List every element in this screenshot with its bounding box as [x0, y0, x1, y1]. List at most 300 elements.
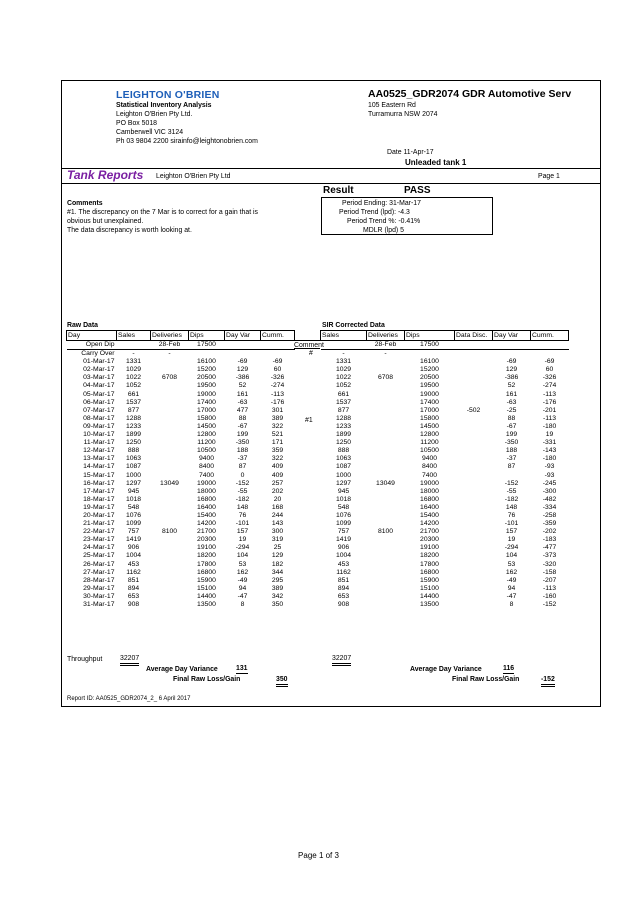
cell: 322 — [271, 455, 284, 463]
cell: 1331 — [335, 358, 352, 366]
cell — [151, 472, 189, 480]
cell: -502 — [466, 406, 481, 414]
cell: 1087 — [335, 463, 352, 471]
cell — [455, 496, 493, 504]
cell: 894 — [337, 584, 350, 592]
cell: -180 — [542, 455, 557, 463]
cell: -143 — [542, 447, 557, 455]
table-row — [321, 439, 569, 447]
table-row — [67, 528, 295, 536]
cell: 20 — [273, 495, 282, 503]
cell: 87 — [507, 463, 516, 471]
cell: 1288 — [335, 414, 352, 422]
page-number: Page 1 — [538, 173, 560, 180]
cell: -113 — [542, 414, 557, 422]
cell: -101 — [504, 520, 519, 528]
cell: 182 — [271, 560, 284, 568]
cell: 76 — [238, 511, 247, 519]
cell — [151, 415, 189, 423]
cell — [455, 561, 493, 569]
open-dip-row — [321, 341, 569, 350]
sir-throughput: 32207 — [332, 654, 351, 666]
cell: 1419 — [335, 536, 352, 544]
cell — [455, 472, 493, 480]
brand-logo-text: LEIGHTON O'BRIEN — [116, 89, 220, 101]
cell: 11200 — [420, 439, 439, 447]
table-row — [67, 415, 295, 423]
cell: 453 — [337, 560, 350, 568]
cell: 60 — [545, 366, 554, 374]
cell: 15800 — [420, 414, 439, 422]
cell: 7400 — [198, 471, 215, 479]
cell: -69 — [506, 358, 517, 366]
raw-avg-label: Average Day Variance — [146, 666, 218, 673]
cell: 1162 — [336, 568, 351, 576]
comment-line: obvious but unexplained. — [67, 218, 144, 225]
cell: 20300 — [197, 536, 216, 544]
cell — [455, 463, 493, 471]
cell: 129 — [505, 366, 518, 374]
day-cell: 19-Mar-17 — [83, 503, 115, 511]
cell: -67 — [237, 422, 248, 430]
cell: -274 — [542, 382, 557, 390]
cell — [455, 593, 493, 601]
cell — [151, 536, 189, 544]
cell: 12800 — [420, 431, 439, 439]
day-cell: Carry Over — [81, 350, 115, 358]
cell — [455, 455, 493, 463]
cell — [151, 455, 189, 463]
cell — [367, 544, 405, 552]
cell: 8 — [240, 601, 245, 608]
cell: 28-Feb — [374, 341, 397, 348]
cell — [493, 350, 531, 359]
cell: 19100 — [420, 544, 439, 552]
cell: 14400 — [197, 592, 216, 600]
cell: 19000 — [197, 479, 216, 487]
cell: 52 — [238, 382, 247, 390]
cell — [455, 439, 493, 447]
cell: 548 — [127, 503, 140, 511]
cell: 1162 — [126, 568, 141, 576]
cell: -69 — [272, 358, 283, 366]
cell: 945 — [127, 487, 140, 495]
cell: 17500 — [420, 341, 439, 348]
day-cell: 30-Mar-17 — [83, 592, 115, 600]
table-row — [67, 512, 295, 520]
cell: 906 — [337, 544, 350, 552]
comment-line: The data discrepancy is worth looking at. — [67, 227, 192, 234]
cell — [189, 350, 225, 359]
cell: -55 — [506, 487, 517, 495]
cell: 342 — [271, 592, 284, 600]
cell — [367, 439, 405, 447]
cell: 1018 — [335, 495, 352, 503]
cell: -207 — [542, 576, 557, 584]
table-row — [321, 447, 569, 455]
col-header: Cumm. — [261, 331, 295, 341]
table-row — [321, 520, 569, 528]
cell: -274 — [270, 382, 285, 390]
cell: 1029 — [335, 366, 352, 374]
cell — [455, 358, 493, 366]
cell: 18000 — [420, 487, 439, 495]
cell: 18000 — [197, 487, 216, 495]
cell: -113 — [542, 584, 557, 592]
cell: 17000 — [197, 406, 216, 414]
cell: 344 — [271, 568, 284, 576]
site-address — [368, 101, 437, 119]
cell — [455, 544, 493, 552]
cell — [151, 585, 189, 593]
table-row — [321, 512, 569, 520]
raw-data-table — [66, 330, 295, 609]
cell: 0 — [240, 471, 245, 479]
cell: -386 — [235, 374, 250, 382]
comments-heading: Comments — [67, 200, 103, 207]
cell: 9400 — [198, 455, 215, 463]
cell: 53 — [507, 560, 516, 568]
cell: 359 — [271, 447, 284, 455]
cell: -180 — [542, 422, 557, 430]
cell: -37 — [506, 455, 517, 463]
report-id: Report ID: AA0525_GDR2074_2_ 6 April 2017 — [67, 696, 191, 702]
table-row — [67, 544, 295, 552]
cell: -49 — [506, 576, 517, 584]
cell: 757 — [337, 528, 350, 536]
day-cell: 03-Mar-17 — [83, 374, 115, 382]
cell: -182 — [235, 495, 250, 503]
cell — [455, 350, 493, 359]
cell: 15100 — [420, 584, 439, 592]
cell — [455, 480, 493, 488]
day-cell: 25-Mar-17 — [83, 552, 115, 560]
raw-avg-value: 131 — [236, 665, 248, 672]
cell: 322 — [271, 422, 284, 430]
table-row — [67, 593, 295, 601]
cell — [455, 382, 493, 390]
cell: 1004 — [125, 552, 142, 560]
table-row — [321, 415, 569, 423]
cell — [455, 577, 493, 585]
cell: -294 — [235, 544, 250, 552]
cell — [367, 496, 405, 504]
cell: 14500 — [420, 422, 439, 430]
sir-final-value: -152 — [541, 675, 555, 687]
cell — [367, 472, 405, 480]
cell: -258 — [542, 511, 557, 519]
cell — [367, 593, 405, 601]
cell — [455, 415, 493, 423]
table-row — [321, 552, 569, 560]
cell: 1076 — [335, 511, 352, 519]
cell: 15200 — [197, 366, 216, 374]
day-cell: 28-Mar-17 — [83, 576, 115, 584]
sir-avg-label: Average Day Variance — [410, 666, 482, 673]
cell: 521 — [271, 431, 284, 439]
cell: 53 — [238, 560, 247, 568]
cell: 10500 — [420, 447, 439, 455]
cell — [455, 366, 493, 374]
cell: 19 — [238, 536, 247, 544]
cell: 1288 — [125, 414, 142, 422]
cell: -176 — [542, 398, 557, 406]
cell — [151, 382, 189, 390]
table-row — [321, 399, 569, 407]
cell — [367, 399, 405, 407]
cell: -47 — [237, 592, 248, 600]
cell — [455, 488, 493, 496]
cell: 18200 — [420, 552, 439, 560]
cell — [151, 569, 189, 577]
sir-data-table — [320, 330, 569, 609]
cell: 300 — [271, 528, 284, 536]
table-row — [321, 358, 569, 366]
cell: 161 — [236, 390, 249, 398]
cell: 945 — [337, 487, 350, 495]
cell: 908 — [337, 601, 350, 608]
cell: 548 — [337, 503, 350, 511]
table-row — [67, 561, 295, 569]
cell: 171 — [271, 439, 284, 447]
cell — [367, 585, 405, 593]
cell — [151, 391, 189, 399]
comment-col-header: Comment — [294, 342, 324, 349]
cell: 14500 — [197, 422, 216, 430]
tank-reports-title: Tank Reports — [67, 168, 144, 182]
cell: 851 — [127, 576, 140, 584]
cell: -482 — [542, 495, 557, 503]
table-row — [321, 488, 569, 496]
cell — [367, 488, 405, 496]
cell — [151, 520, 189, 528]
cell — [455, 528, 493, 536]
cell: 16800 — [197, 568, 216, 576]
cell: 148 — [505, 503, 518, 511]
cell: 888 — [337, 447, 350, 455]
period-trend-pct: Period Trend %: -0.41% — [347, 218, 421, 225]
period-ending: Period Ending: 31-Mar-17 — [342, 200, 421, 207]
table-row — [321, 577, 569, 585]
table-row — [67, 520, 295, 528]
table-row — [67, 431, 295, 439]
cell: -373 — [542, 552, 557, 560]
cell: -182 — [504, 495, 519, 503]
cell: 661 — [127, 390, 140, 398]
cell — [151, 552, 189, 560]
table-row — [321, 423, 569, 431]
cell: 129 — [271, 552, 284, 560]
table-row — [67, 391, 295, 399]
cell: 906 — [127, 544, 140, 552]
day-cell: 02-Mar-17 — [83, 366, 115, 374]
cell — [455, 391, 493, 399]
cell: 1022 — [335, 374, 352, 382]
table-row — [321, 472, 569, 480]
col-header: Day Var — [225, 331, 261, 341]
day-cell: 15-Mar-17 — [83, 471, 115, 479]
cell: 13500 — [197, 601, 216, 608]
cell: 295 — [271, 576, 284, 584]
cell — [151, 407, 189, 415]
cell: -245 — [542, 479, 557, 487]
cell: 653 — [127, 592, 140, 600]
sir-final-label: Final Raw Loss/Gain — [452, 676, 520, 683]
table-row — [67, 455, 295, 463]
cell: 19 — [507, 536, 516, 544]
cell: 16400 — [197, 503, 216, 511]
cell: 19000 — [197, 390, 216, 398]
cell — [151, 463, 189, 471]
cell: 851 — [337, 576, 350, 584]
cell — [367, 561, 405, 569]
cell — [367, 447, 405, 455]
cell — [367, 382, 405, 390]
cell: 60 — [273, 366, 282, 374]
cell: 409 — [271, 463, 284, 471]
table-row — [321, 561, 569, 569]
day-cell: 17-Mar-17 — [83, 487, 115, 495]
cell: -386 — [504, 374, 519, 382]
cell: 143 — [271, 520, 284, 528]
cell: 19500 — [420, 382, 439, 390]
comment-hash: # — [309, 350, 313, 357]
cell: 188 — [236, 447, 249, 455]
cell: 17800 — [420, 560, 439, 568]
cell: 88 — [507, 414, 516, 422]
day-cell: 07-Mar-17 — [83, 406, 115, 414]
table-row — [67, 496, 295, 504]
result-value: PASS — [404, 185, 431, 196]
cell: 18200 — [197, 552, 216, 560]
table-row — [67, 601, 295, 609]
cell: -331 — [542, 439, 557, 447]
cell: 8 — [509, 601, 514, 608]
cell: 20300 — [420, 536, 439, 544]
cell — [367, 577, 405, 585]
cell: 15900 — [197, 576, 216, 584]
cell: -101 — [235, 520, 250, 528]
report-company: Leighton O'Brien Pty Ltd — [156, 173, 231, 180]
cell: 1063 — [125, 455, 142, 463]
cell: - — [168, 350, 171, 358]
sir-data-title: SIR Corrected Data — [322, 322, 385, 329]
cell: 1250 — [335, 439, 352, 447]
cell — [151, 399, 189, 407]
cell: 16100 — [197, 358, 216, 366]
cell — [151, 504, 189, 512]
table-row — [321, 601, 569, 609]
cell: -183 — [542, 536, 557, 544]
cell: - — [342, 350, 345, 358]
day-cell: 01-Mar-17 — [83, 358, 115, 366]
col-header: Sales — [117, 331, 151, 341]
cell: 157 — [505, 528, 518, 536]
cell: 1018 — [125, 495, 142, 503]
cell: 6708 — [161, 374, 178, 382]
day-cell: 29-Mar-17 — [83, 584, 115, 592]
cell: -326 — [542, 374, 557, 382]
table-row — [321, 569, 569, 577]
cell: 1004 — [335, 552, 352, 560]
address-line-1: 105 Eastern Rd — [368, 102, 416, 109]
day-cell: 09-Mar-17 — [83, 422, 115, 430]
table-row — [321, 374, 569, 382]
cell: - — [384, 350, 387, 358]
cell: 19000 — [420, 479, 439, 487]
cell: 1099 — [125, 520, 142, 528]
company-block — [116, 101, 258, 146]
table-row — [321, 407, 569, 415]
cell: 1233 — [335, 422, 352, 430]
cell: 188 — [505, 447, 518, 455]
cell: 1000 — [335, 471, 352, 479]
table-row — [321, 382, 569, 390]
day-cell: 12-Mar-17 — [83, 447, 115, 455]
raw-final-label: Final Raw Loss/Gain — [173, 676, 241, 683]
day-cell: 04-Mar-17 — [83, 382, 115, 390]
cell: 15100 — [197, 584, 216, 592]
cell — [367, 512, 405, 520]
cell — [367, 358, 405, 366]
cell — [261, 341, 295, 350]
cell: 16800 — [197, 495, 216, 503]
carry-over-row — [321, 350, 569, 359]
cell: 1537 — [125, 398, 142, 406]
raw-final-value: 350 — [276, 675, 288, 687]
table-row — [321, 536, 569, 544]
cell: 21700 — [420, 528, 439, 536]
cell: 76 — [507, 511, 516, 519]
cell: 21700 — [197, 528, 216, 536]
cell: 15200 — [420, 366, 439, 374]
po-box: PO Box 5018 — [116, 120, 157, 127]
cell: 129 — [236, 366, 249, 374]
cell: 17400 — [197, 398, 216, 406]
cell — [367, 552, 405, 560]
table-row — [67, 447, 295, 455]
cell: 25 — [273, 544, 282, 552]
cell: -55 — [237, 487, 248, 495]
subtitle: Statistical Inventory Analysis — [116, 102, 212, 109]
table-row — [321, 585, 569, 593]
cell: 19000 — [420, 390, 439, 398]
cell — [151, 439, 189, 447]
cell: 17000 — [420, 406, 439, 414]
cell: 257 — [271, 479, 284, 487]
day-cell: 14-Mar-17 — [83, 463, 115, 471]
cell: -294 — [504, 544, 519, 552]
cell: 1297 — [125, 479, 142, 487]
cell — [151, 423, 189, 431]
cell: -69 — [237, 358, 248, 366]
cell: 1022 — [125, 374, 142, 382]
cell: 17500 — [197, 341, 216, 348]
site-title: AA0525_GDR2074 GDR Automotive Serv — [368, 88, 572, 100]
day-cell: 10-Mar-17 — [83, 431, 115, 439]
cell: 14400 — [420, 592, 439, 600]
table-row — [321, 455, 569, 463]
cell — [455, 601, 493, 609]
cell: 168 — [271, 503, 284, 511]
cell — [367, 455, 405, 463]
cell: -359 — [542, 520, 557, 528]
cell: 1419 — [125, 536, 142, 544]
cell: 477 — [236, 406, 249, 414]
cell: 104 — [505, 552, 518, 560]
raw-header-row — [67, 331, 295, 341]
table-row — [67, 480, 295, 488]
